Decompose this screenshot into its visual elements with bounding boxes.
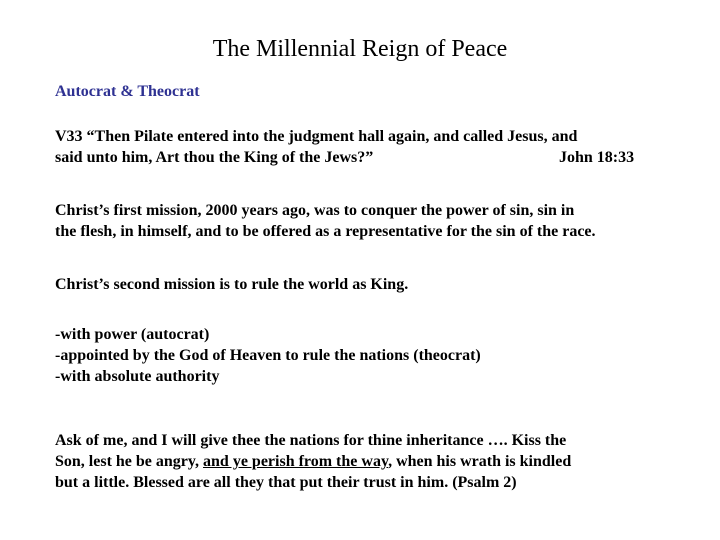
attribute-item: -appointed by the God of Heaven to rule the nations (theocrat) [55, 347, 481, 364]
verse-line-2-row [55, 147, 685, 168]
attribute-item: -with power (autocrat) [55, 326, 210, 343]
verse-line-1: V33 “Then Pilate entered into the judgment hall again, and called Jesus, and [55, 128, 578, 145]
verse-line-2: said unto him, Art thou the King of the Jews?” [55, 149, 374, 166]
verse-reference: John 18:33 [559, 149, 635, 166]
psalm-line-2 [55, 451, 685, 472]
psalm-line-1: Ask of me, and I will give thee the nations for thine inheritance …. Kiss the [55, 432, 567, 449]
first-mission-line-1: Christ’s first mission, 2000 years ago, was to conquer the power of sin, sin in [55, 202, 575, 219]
attribute-item: -with absolute authority [55, 368, 220, 385]
verse-paragraph [55, 126, 685, 168]
slide-subtitle: Autocrat & Theocrat [55, 83, 200, 100]
psalm-line-3: but a little. Blessed are all they that put their trust in him. (Psalm 2) [55, 474, 517, 491]
attributes-list [55, 324, 685, 387]
first-mission-line-2: the flesh, in himself, and to be offered as a representative for the sin of the race. [55, 223, 596, 240]
second-mission-text: Christ’s second mission is to rule the world as King. [55, 276, 409, 293]
psalm-underlined-phrase: and ye perish from the way [203, 453, 389, 470]
psalm-line-2-start: Son, lest he be angry, [55, 453, 204, 470]
psalm-paragraph [55, 430, 685, 493]
psalm-line-2-end: , when his wrath is kindled [388, 453, 572, 470]
first-mission-paragraph [55, 200, 685, 242]
second-mission-paragraph [55, 274, 685, 295]
slide-title: The Millennial Reign of Peace [212, 36, 508, 62]
